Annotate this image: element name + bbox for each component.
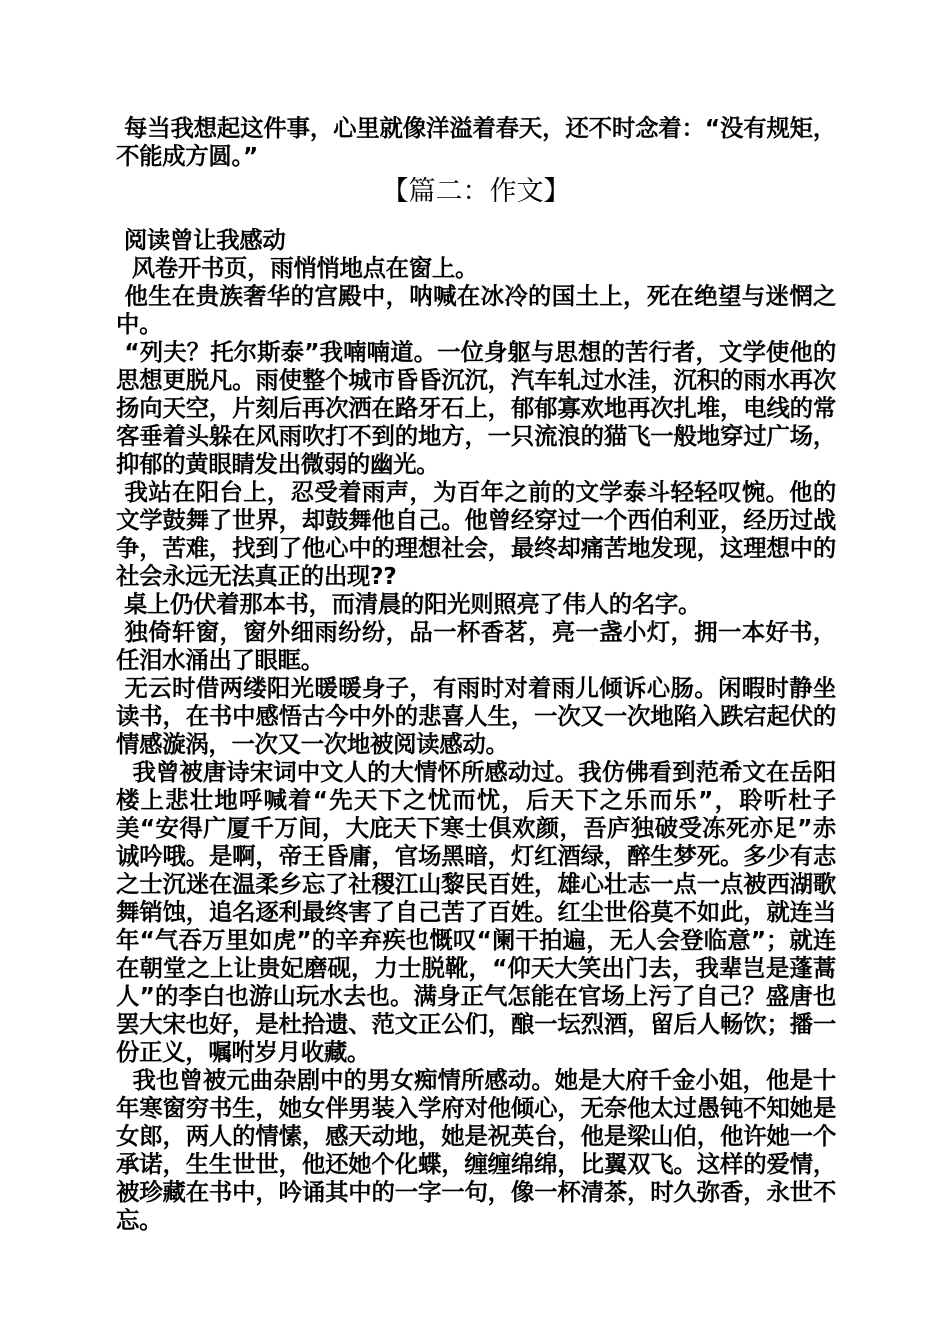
body-paragraph: 独倚轩窗，窗外细雨纷纷，品一杯香茗，亮一盏小灯，拥一本好书，任泪水涌出了眼眶。 [116,618,837,674]
body-paragraph: 我站在阳台上，忍受着雨声，为百年之前的文学泰斗轻轻叹惋。他的文学鼓舞了世界，却鼓舞他自己。他曾经穿过一个西伯利亚，经历过战争，苦难，找到了他心中的理想社会，最终却痛苦地发现，这理想中的社会永远无法真正的出现?? [116,478,837,590]
body-paragraph: 我曾被唐诗宋词中文人的大情怀所感动过。我仿佛看到范希文在岳阳楼上悲壮地呼喊着“先天下之忧而忧，后天下之乐而乐”，聆听杜子美“安得广厦千万间，大庇天下寒士俱欢颜，吾庐独破受冻死亦足”赤诚吟哦。是啊，帝王昏庸，官场黑暗，灯红酒绿，醉生梦死。多少有志之士沉迷在温柔乡忘了社稷江山黎民百姓，雄心壮志一点一点被西湖歌舞销蚀，追名逐利最终害了自己苦了百姓。红尘世俗莫不如此，就连当年“气吞万里如虎”的辛弃疾也慨叹“阑干拍遍，无人会登临意”；就连在朝堂之上让贵妃磨砚，力士脱靴，“仰天大笑出门去，我辈岂是蓬蒿人”的李白也游山玩水去也。满身正气怎能在官场上污了自己？盛唐也罢大宋也好，是杜拾遗、范文正公们，酿一坛烈酒，留后人畅饮；播一份正义，嘱咐岁月收藏。 [116,758,836,1066]
essay-title: 阅读曾让我感动 [116,226,286,254]
intro-paragraph: 每当我想起这件事，心里就像洋溢着春天，还不时念着：“没有规矩，不能成方圆。” [116,114,836,170]
body-paragraph: 风卷开书页，雨悄悄地点在窗上。 [116,254,479,282]
body-paragraph: 他生在贵族奢华的宫殿中，呐喊在冰冷的国土上，死在绝望与迷惘之中。 [116,282,837,338]
body-paragraph: 无云时借两缕阳光暖暖身子，有雨时对着雨儿倾诉心肠。闲暇时静坐读书，在书中感悟古今中外的悲喜人生，一次又一次地陷入跌宕起伏的情感漩涡，一次又一次地被阅读感动。 [116,674,837,758]
body-paragraph: 桌上仍伏着那本书，而清晨的阳光则照亮了伟人的名字。 [116,590,702,618]
section-heading: 【篇二：作文】 [381,176,571,207]
body-paragraph: “列夫？托尔斯泰”我喃喃道。一位身躯与思想的苦行者，文学使他的思想更脱凡。雨使整个城市昏昏沉沉，汽车轧过水洼，沉积的雨水再次扬向天空，片刻后再次洒在路牙石上，郁郁寡欢地再次扎堆，电线的常客垂着头躲在风雨吹打不到的地方，一只流浪的猫飞一般地穿过广场，抑郁的黄眼睛发出微弱的幽光。 [116,338,836,478]
document-page [116,114,836,1234]
body-paragraph: 我也曾被元曲杂剧中的男女痴情所感动。她是大府千金小姐，他是十年寒窗穷书生，她女伴男装入学府对他倾心，无奈他太过愚钝不知她是女郎，两人的情愫，感天动地，她是祝英台，他是梁山伯，他许她一个承诺，生生世世，他还她个化蝶，缠缠绵绵，比翼双飞。这样的爱情，被珍藏在书中，吟诵其中的一字一句，像一杯清茶，时久弥香，永世不忘。 [116,1066,836,1234]
